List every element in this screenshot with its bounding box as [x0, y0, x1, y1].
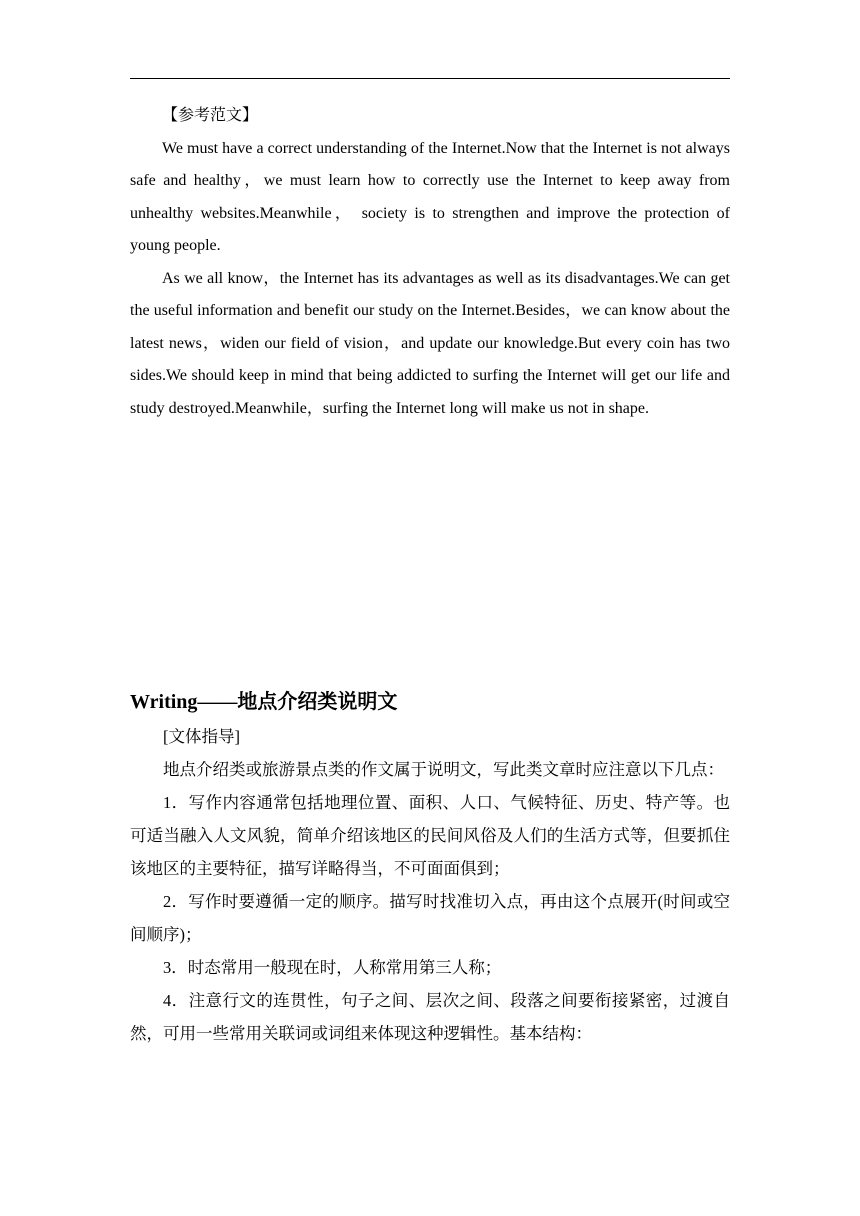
- sample-essay-paragraph: We must have a correct understanding of the Internet.Now that the Internet is not always safe and healthy，we must learn how to correctly use the Internet to keep away from unhealthy websites.Meanwhile， society is to strengthen and improve the protection of young people.: [130, 139, 730, 254]
- section-title: Writing——地点介绍类说明文: [130, 691, 398, 713]
- sample-essay-paragraph: As we all know，the Internet has its advantages as well as its disadvantages.We can get the useful information and benefit our study on the Internet.Besides，we can know about the latest news，widen our field of vision，and update our knowledge.But every coin has two sides.We should keep in mind that being addicted to surfing the Internet will get our life and study destroyed.Meanwhile，surfing the Internet long will make us not in shape.: [130, 269, 730, 417]
- guide-point: 1．写作内容通常包括地理位置、面积、人口、气候特征、历史、特产等。也可适当融入人文风貌，简单介绍该地区的民间风俗及人们的生活方式等，但要抓住该地区的主要特征，描写详略得当，不可面面俱到；: [130, 793, 730, 878]
- writing-section: [130, 684, 730, 1050]
- guide-intro: 地点介绍类或旅游景点类的作文属于说明文，写此类文章时应注意以下几点：: [163, 760, 724, 779]
- sample-essay-label: 【参考范文】: [162, 107, 259, 124]
- sample-essay-section: [130, 100, 730, 425]
- guide-point: 3．时态常用一般现在时，人称常用第三人称；: [163, 958, 502, 977]
- guide-point: 4．注意行文的连贯性，句子之间、层次之间、段落之间要衔接紧密，过渡自然，可用一些常用关联词或词组来体现这种逻辑性。基本结构：: [130, 991, 730, 1043]
- header-rule: [130, 78, 730, 79]
- guide-label: [文体指导]: [163, 727, 240, 746]
- guide-point: 2．写作时要遵循一定的顺序。描写时找准切入点，再由这个点展开(时间或空间顺序)；: [130, 892, 730, 944]
